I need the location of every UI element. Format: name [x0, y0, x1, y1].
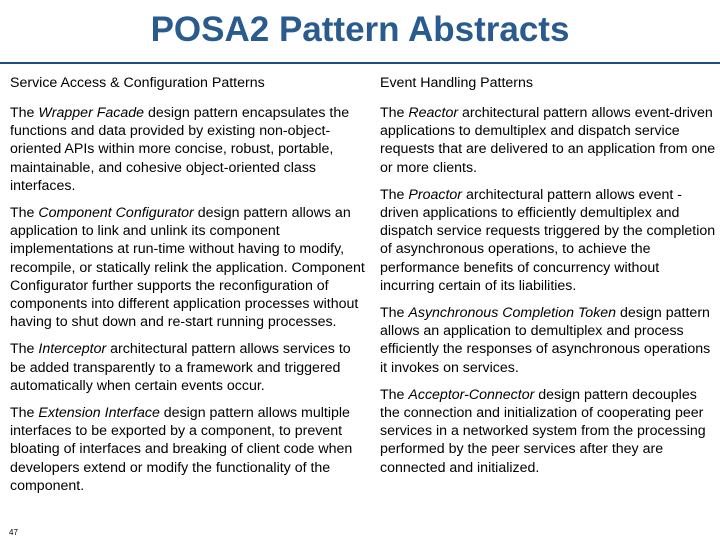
pattern-name: Interceptor: [38, 341, 107, 358]
abstract-prefix: The: [380, 105, 409, 121]
reactor-abstract: [380, 104, 716, 177]
interceptor-abstract: [10, 340, 368, 395]
title-divider: [0, 62, 720, 64]
abstract-prefix: The: [10, 405, 39, 422]
left-column: [10, 74, 368, 504]
right-column-heading: Event Handling Patterns: [380, 75, 534, 91]
right-column: [380, 74, 716, 486]
left-column-heading: Service Access & Configuration Patterns: [10, 75, 265, 91]
proactor-abstract: [380, 186, 716, 295]
abstract-prefix: The: [380, 305, 409, 322]
abstract-text: design pattern allows multiple interfaces to be exported by a component, to prevent bloating of interfaces and breaking of client code when developers extend or modify the functionality of the component.: [10, 405, 353, 494]
pattern-name: Asynchronous Completion Token: [408, 305, 617, 322]
abstract-prefix: The: [380, 186, 409, 203]
pattern-name: Wrapper Facade: [38, 105, 145, 121]
component-configurator-abstract: [10, 204, 368, 331]
abstract-text: architectural pattern allows event-driven applications to demultiplex and dispatch service requests that are delivered to an application from one or more clients.: [380, 105, 716, 176]
slide-title: POSA2 Pattern Abstracts: [150, 10, 570, 49]
abstract-text: architectural pattern allows services to be added transparently to a framework and triggered automatically when certain events occur.: [10, 341, 351, 394]
pattern-name: Component Configurator: [38, 205, 194, 222]
abstract-prefix: The: [10, 341, 39, 358]
abstract-prefix: The: [380, 386, 409, 403]
acceptor-connector-abstract: [380, 386, 716, 477]
pattern-name: Extension Interface: [38, 405, 160, 422]
abstract-prefix: The: [10, 105, 39, 121]
abstract-text: design pattern allows an application to demultiplex and process efficiently the responses of asynchronous operations it invokes on services.: [380, 305, 711, 376]
pattern-name: Proactor: [408, 186, 463, 203]
asynchronous-completion-token-abstract: [380, 304, 716, 377]
page-number: 47: [9, 528, 18, 537]
abstract-text: design pattern encapsulates the functions and data provided by existing non-object-oriented APIs within more concise, robust, portable, maintainable, and cohesive object-oriented class interfaces.: [10, 105, 350, 194]
pattern-name: Acceptor-Connector: [408, 386, 535, 403]
extension-interface-abstract: [10, 404, 368, 495]
abstract-text: design pattern allows an application to link and unlink its component implementations at run-time without having to modify, recompile, or statically relink the application. Component Configurator further supports the reconfiguration of components into different application processes without having to shut down and re-start running processes.: [10, 205, 365, 331]
abstract-prefix: The: [10, 205, 39, 222]
pattern-name: Reactor: [408, 105, 459, 121]
wrapper-facade-abstract: [10, 104, 368, 195]
abstract-text: architectural pattern allows event -driven applications to efficiently demultiplex and dispatch service requests triggered by the completion of asynchronous operations, to achieve the performance benefits of concurrency without incurring certain of its liabilities.: [380, 186, 716, 294]
abstract-text: design pattern decouples the connection and initialization of cooperating peer services in a networked system from the processing performed by the peer services after they are connected and initialized.: [380, 386, 706, 476]
